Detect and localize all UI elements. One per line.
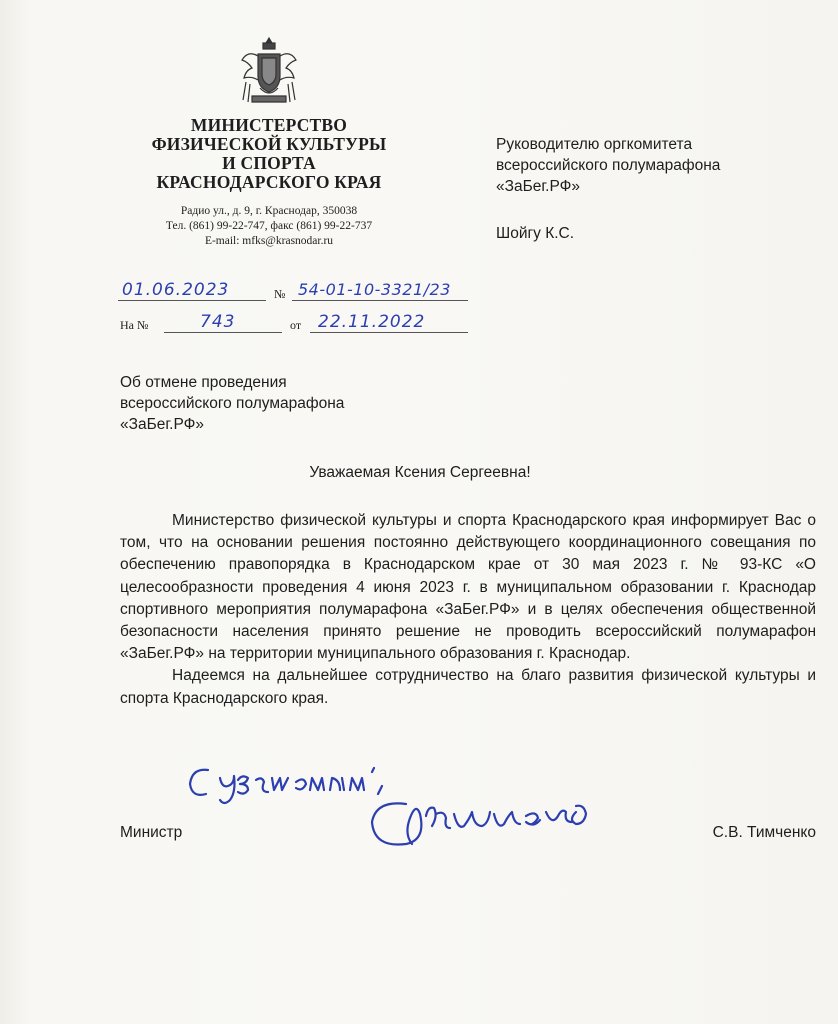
org-phone: Тел. (861) 99-22-747, факс (861) 99-22-737 (165, 220, 373, 232)
recipient-name: Шойгу К.С. (496, 225, 575, 242)
coat-of-arms-icon (238, 36, 300, 108)
subject-line: всероссийского полумарафона (120, 395, 345, 412)
subject-line: Об отмене проведения (120, 374, 287, 391)
registration-date: 01.06.2023 (122, 280, 230, 300)
organization-name (118, 116, 420, 192)
greeting: Уважаемая Ксения Сергеевна! (309, 464, 531, 481)
number-label: № (274, 287, 286, 301)
recipient-line: «ЗаБег.РФ» (496, 178, 581, 195)
organization-contacts (118, 204, 420, 249)
registration-number: 54-01-10-3321/23 (298, 280, 451, 299)
date-underline (118, 300, 266, 301)
organization-block (118, 116, 420, 249)
body-paragraph: Надеемся на дальнейшее сотрудничество на благо развития физической культуры и спорта Краснодарского края. (120, 667, 816, 707)
handwritten-signature (178, 760, 618, 870)
signatory-title: Министр (120, 824, 183, 841)
reply-number: 743 (200, 312, 236, 332)
signatory-name: С.В. Тимченко (712, 824, 816, 841)
number-underline (292, 300, 468, 301)
org-address: Радио ул., д. 9, г. Краснодар, 350038 (180, 205, 358, 217)
org-line: ФИЗИЧЕСКОЙ КУЛЬТУРЫ (151, 134, 387, 154)
org-line: КРАСНОДАРСКОГО КРАЯ (156, 172, 382, 192)
letter-subject (120, 372, 420, 435)
reply-date: 22.11.2022 (318, 312, 426, 332)
reply-number-underline (164, 332, 282, 333)
org-line: МИНИСТЕРСТВО (190, 115, 348, 135)
recipient-line: Руководителю оргкомитета (496, 136, 693, 153)
reply-date-underline (310, 332, 468, 333)
recipient-line: всероссийского полумарафона (496, 157, 721, 174)
recipient-block (496, 134, 816, 244)
subject-line: «ЗаБег.РФ» (120, 416, 205, 433)
letter-body (120, 510, 816, 710)
org-line: И СПОРТА (222, 153, 316, 173)
body-paragraph: Министерство физической культуры и спорта Краснодарского края информирует Вас о том, что на основании решения постоянно действующего координационного совещания по обеспечению правопорядка в Краснодарском крае от 30 мая 2023 г. № 93-КС «О целесообразности проведения 4 июня 2023 г. в муниципальном образовании г. Краснодар спортивного мероприятия полумарафона «ЗаБег.РФ» и в целях обеспечения общественной безопасности населения принято решение не проводить всероссийский полумарафон «ЗаБег.РФ» на территории муниципального образования г. Краснодар. (120, 512, 816, 663)
reply-number-label: На № (120, 318, 149, 332)
reply-date-label: от (290, 318, 302, 332)
org-email: E-mail: mfks@krasnodar.ru (204, 235, 334, 247)
